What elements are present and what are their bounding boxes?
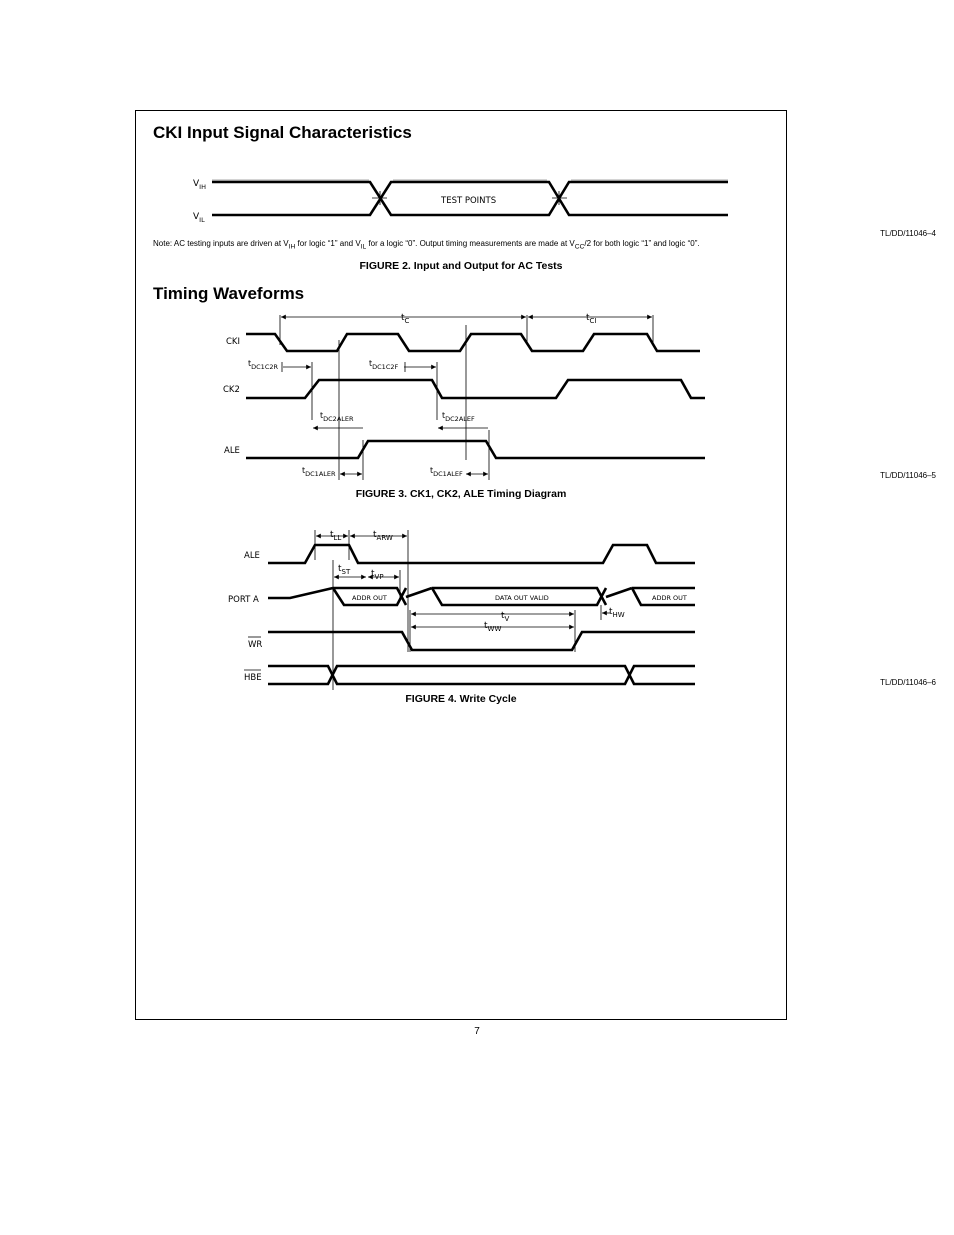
figure-4-ref: TL/DD/11046–6 [880, 678, 936, 687]
svg-text:tHW: $t_{HW}$ [609, 607, 625, 619]
figure-3-ref: TL/DD/11046–5 [880, 471, 936, 480]
svg-text:ALE: ALE [224, 446, 240, 456]
svg-text:tDC2ALEF: $t_{DC2ALEF}$ [442, 411, 475, 423]
svg-text:tST: $t_{ST}$ [338, 564, 351, 576]
test-points-label: TEST POINTS [441, 196, 497, 206]
svg-text:tC: $t_C$ [401, 313, 410, 325]
svg-text:tDC1ALEF: $t_{DC1ALEF}$ [430, 466, 463, 478]
svg-text:DATA OUT VALID: DATA OUT VALID [495, 594, 549, 602]
svg-text:CKI: CKI [226, 337, 241, 347]
page-number: 7 [474, 1026, 480, 1037]
porta-waveform [268, 588, 333, 598]
ac-testing-note: Note: AC testing inputs are driven at $V_{IH}$ for logic “1” and $V_{IL}$ for a logic “0”. Output timing measurements are made at $V_{CC}/2$ for both logic “1” and logic “0”. [153, 239, 700, 251]
svg-text:ALE: ALE [244, 551, 260, 561]
svg-text:VIH: $V_{IH}$ [193, 179, 206, 191]
svg-text:tDC1C2F: $t_{DC1C2F}$ [369, 359, 399, 371]
svg-text:tCI: $t_{CI}$ [586, 313, 597, 325]
svg-text:tARW: $t_{ARW}$ [373, 530, 393, 542]
svg-text:VIL: $V_{IL}$ [193, 212, 205, 224]
figure-2-ref: TL/DD/11046–4 [880, 229, 936, 238]
svg-text:tVP: $t_{VP}$ [371, 569, 384, 581]
svg-text:PORT A: PORT A [228, 595, 259, 605]
section-title-timing: Timing Waveforms [153, 284, 305, 303]
figure-4-caption: FIGURE 4. Write Cycle [405, 693, 517, 705]
wr-waveform [268, 632, 695, 650]
section-title-cki: CKI Input Signal Characteristics [153, 123, 412, 142]
svg-text:tV: $t_V$ [501, 611, 510, 623]
svg-text:ADDR OUT: ADDR OUT [652, 594, 687, 602]
svg-text:WR: WR [248, 640, 263, 650]
figure-3-caption: FIGURE 3. CK1, CK2, ALE Timing Diagram [355, 488, 567, 500]
svg-text:tDC1C2R: $t_{DC1C2R}$ [248, 359, 279, 371]
figure-2-caption: FIGURE 2. Input and Output for AC Tests [359, 260, 563, 272]
svg-text:tLL: $t_{LL}$ [330, 530, 342, 542]
svg-text:ADDR OUT: ADDR OUT [352, 594, 387, 602]
hbe-waveform [268, 666, 695, 684]
svg-text:HBE: HBE [244, 673, 262, 683]
ale-waveform [268, 545, 695, 563]
svg-text:tDC2ALER: $t_{DC2ALER}$ [320, 411, 354, 423]
svg-text:tDC1ALER: $t_{DC1ALER}$ [302, 466, 336, 478]
svg-text:tWW: $t_{WW}$ [484, 621, 502, 633]
svg-text:CK2: CK2 [223, 385, 240, 395]
